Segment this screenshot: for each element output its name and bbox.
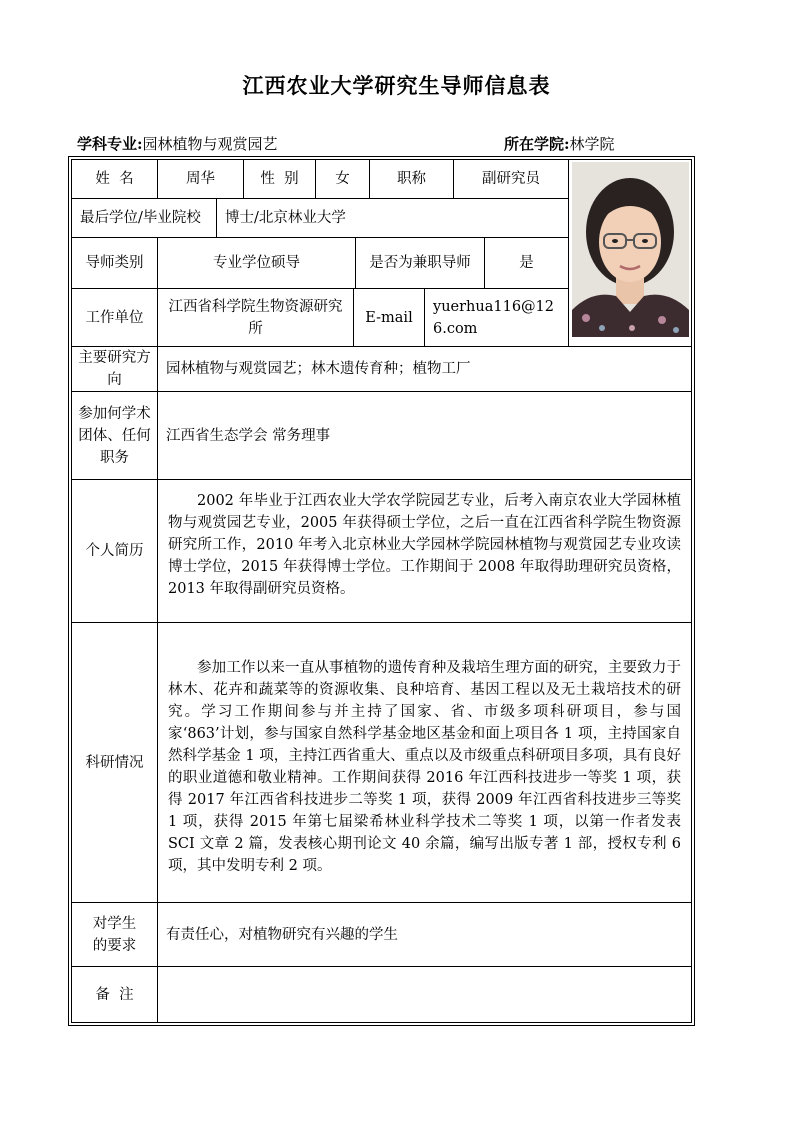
remark-label: 备 注 xyxy=(72,967,158,1022)
bio-value: 2002 年毕业于江西农业大学农学院园艺专业，后考入南京农业大学园林植物与观赏园艺专业，2005 年获得硕士学位，之后一直在江西省科学院生物资源研究所工作，2010 年考入北京林业大学园林学院园林植物与观赏园艺专业攻读博士学位，2015 年获得博士学位。工作期间于 2008 年取得助理研究员资格，2013 年取得副研究员资格。 xyxy=(158,480,691,623)
requirement-label: 对学生的要求 xyxy=(72,903,158,967)
remark-value xyxy=(158,967,691,1022)
research-info-value: 参加工作以来一直从事植物的遗传育种及栽培生理方面的研究，主要致力于林木、花卉和蔬菜等的资源收集、良种培育、基因工程以及无土栽培技术的研究。学习工作期间参与并主持了国家、省、市级多项科研项目，参与国家‘863’计划，参与国家自然科学基金地区基金和面上项目各 1 项，主持国家自然科学基金 1 项，主持江西省重大、重点以及市级重点科研项目多项，具有良好的职业道德和敬业精神。工作期间获得 2016 年江西科技进步一等奖 1 项，获得 2017 年江西省科技进步二等奖 1 项，获得 2009 年江西省科技进步三等奖 1 项，获得 2015 年第七届梁希林业科学技术二等奖 1 项，以第一作者发表 SCI 文章 2 篇，发表核心期刊论文 40 余篇，编写出版专著 1 部，授权专利 6 项，其中发明专利 2 项。 xyxy=(158,623,691,903)
type-value: 专业学位硕导 xyxy=(158,238,356,289)
bio-label: 个人简历 xyxy=(72,480,158,623)
name-label: 姓 名 xyxy=(72,160,158,199)
unit-label: 工作单位 xyxy=(72,289,158,347)
society-value: 江西省生态学会 常务理事 xyxy=(158,392,691,480)
portrait-photo xyxy=(572,162,689,337)
research-info-label: 科研情况 xyxy=(72,623,158,903)
college-line xyxy=(504,133,615,154)
college-value: 林学院 xyxy=(569,135,615,153)
unit-value: 江西省科学院生物资源研究所 xyxy=(158,289,354,347)
page-title: 江西农业大学研究生导师信息表 xyxy=(242,73,551,98)
degree-value: 博士/北京林业大学 xyxy=(217,199,569,238)
email-value: yuerhua116@126.com xyxy=(425,289,569,347)
title-value: 副研究员 xyxy=(454,160,569,199)
degree-label: 最后学位/毕业院校 xyxy=(72,199,217,238)
research-value: 园林植物与观赏园艺；林木遗传育种；植物工厂 xyxy=(158,347,691,392)
gender-value: 女 xyxy=(316,160,370,199)
discipline-line xyxy=(77,133,278,154)
title-label: 职称 xyxy=(370,160,454,199)
research-label: 主要研究方向 xyxy=(72,347,158,392)
email-label: E-mail xyxy=(354,289,425,347)
parttime-label: 是否为兼职导师 xyxy=(356,238,485,289)
discipline-label: 学科专业: xyxy=(77,135,143,153)
gender-label: 性 别 xyxy=(244,160,316,199)
discipline-value: 园林植物与观赏园艺 xyxy=(142,135,278,153)
parttime-value: 是 xyxy=(485,238,569,289)
society-label: 参加何学术团体、任何职务 xyxy=(72,392,158,480)
requirement-value: 有责任心，对植物研究有兴趣的学生 xyxy=(158,903,691,967)
college-label: 所在学院: xyxy=(504,135,570,153)
name-value: 周华 xyxy=(158,160,244,199)
type-label: 导师类别 xyxy=(72,238,158,289)
